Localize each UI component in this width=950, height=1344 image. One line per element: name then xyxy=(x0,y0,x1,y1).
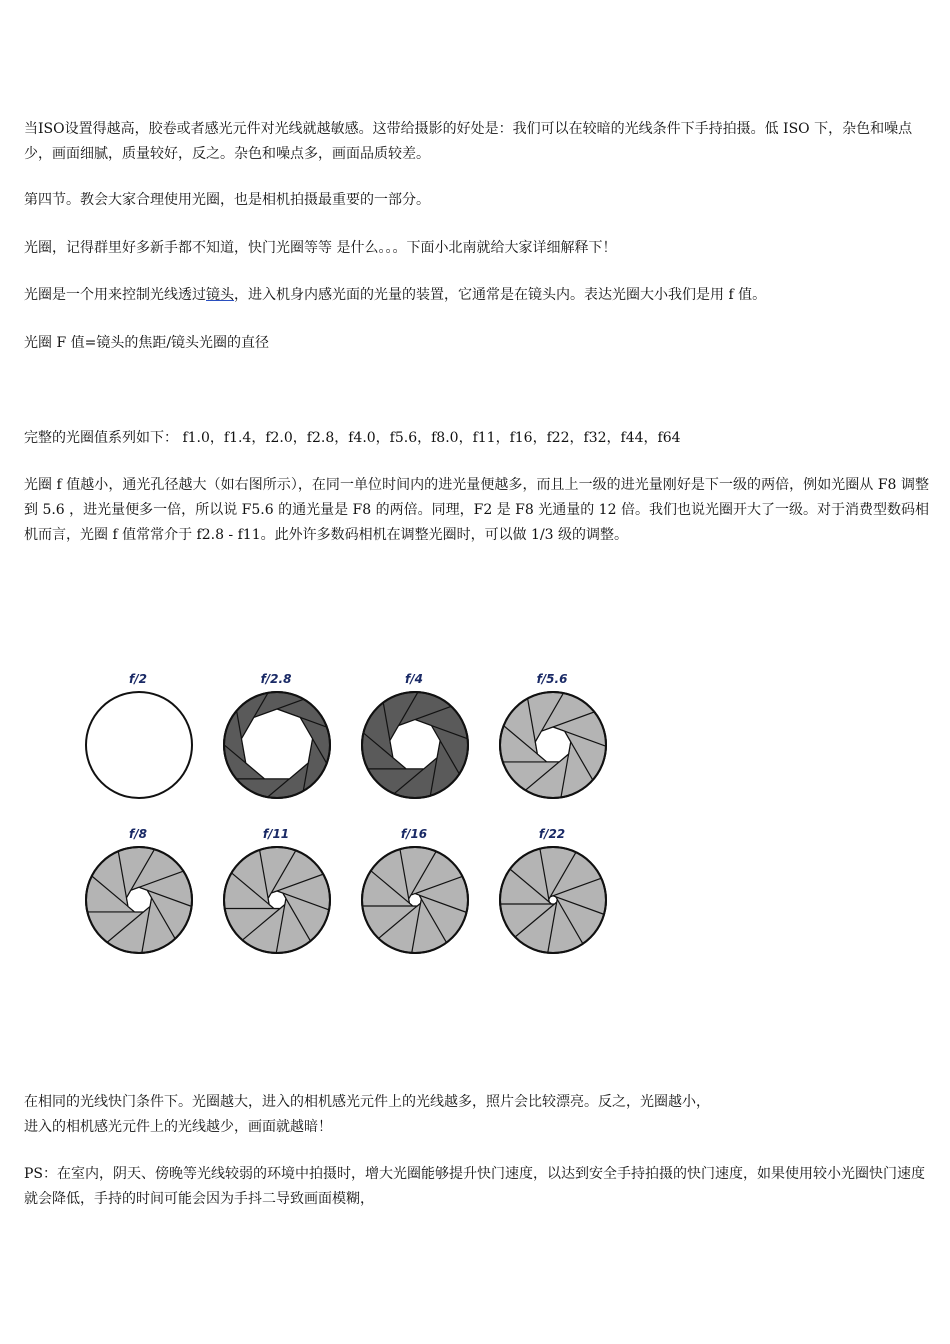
aperture-diagram xyxy=(78,672,618,972)
paragraph-explain: 光圈 f 值越小，通光孔径越大（如右图所示），在同一单位时间内的进光量便越多，而且上一级的进光量刚好是下一级的两倍，例如光圈从 F8 调整到 5.6 ，进光量便多一倍，所以说 F5.6 的通光量是 F8 的两倍。同理，F2 是 F8 光通量的 12 倍。我们也说光圈开大了一级。对于消费型数码相机而言，光圈 f 值常常介于 f2.8 - f11。此外许多数码相机在调整光圈时，可以做 1/3 级的调整。 xyxy=(24,477,929,543)
paragraph-brightness-1: 在相同的光线快门条件下。光圈越大，进入的相机感光元件上的光线越多，照片会比较漂亮。反之，光圈越小， xyxy=(24,1094,710,1110)
aperture-label: f/5.6 xyxy=(536,672,568,686)
aperture-icon xyxy=(82,843,196,957)
aperture-label: f/8 xyxy=(129,827,147,841)
lens-link[interactable]: 镜头 xyxy=(206,287,234,303)
paragraph-brightness-2: 进入的相机感光元件上的光线越少，画面就越暗！ xyxy=(24,1119,332,1135)
aperture-icon xyxy=(82,688,196,802)
aperture-label: f/11 xyxy=(262,827,290,841)
aperture-label: f/2 xyxy=(129,672,147,686)
definition-text-after: ，进入机身内感光面的光量的装置，它通常是在镜头内。表达光圈大小我们是用 f 值。 xyxy=(234,287,767,303)
aperture-icon xyxy=(358,688,472,802)
aperture-opening xyxy=(268,891,286,909)
aperture-opening xyxy=(409,894,422,906)
aperture-f8 xyxy=(78,827,198,967)
aperture-icon xyxy=(358,843,472,957)
aperture-f16 xyxy=(354,827,474,967)
aperture-label: f/4 xyxy=(405,672,423,686)
aperture-opening xyxy=(242,709,313,779)
aperture-f11 xyxy=(216,827,336,967)
aperture-f5.6 xyxy=(492,672,612,812)
aperture-label: f/2.8 xyxy=(260,672,292,686)
aperture-f4 xyxy=(354,672,474,812)
paragraph-iso: 当ISO设置得越高，胶卷或者感光元件对光线就越敏感。这带给摄影的好处是：我们可以在较暗的光线条件下手持拍摄。低 ISO 下，杂色和噪点少，画面细腻，质量较好，反之。杂色和噪点多，画面品质较差。 xyxy=(24,121,913,162)
aperture-icon xyxy=(496,688,610,802)
aperture-f2.8 xyxy=(216,672,336,812)
aperture-icon xyxy=(220,688,334,802)
aperture-icon xyxy=(220,843,334,957)
aperture-opening xyxy=(535,727,570,762)
aperture-label: f/16 xyxy=(400,827,428,841)
aperture-opening xyxy=(390,720,440,769)
aperture-icon xyxy=(496,843,610,957)
aperture-f22 xyxy=(492,827,612,967)
aperture-label: f/22 xyxy=(538,827,566,841)
paragraph-intro: 光圈，记得群里好多新手都不知道，快门光圈等等 是什么。。。下面小北南就给大家详细解释下！ xyxy=(24,240,617,256)
paragraph-formula: 光圈 F 值=镜头的焦距/镜头光圈的直径 xyxy=(24,335,270,351)
paragraph-section4: 第四节。教会大家合理使用光圈，也是相机拍摄最重要的一部分。 xyxy=(24,192,430,208)
aperture-ring xyxy=(86,692,192,798)
paragraph-definition xyxy=(24,283,929,308)
definition-text-before: 光圈是一个用来控制光线透过 xyxy=(24,287,206,303)
aperture-opening xyxy=(127,887,152,912)
aperture-f2 xyxy=(78,672,198,812)
paragraph-ps: PS：在室内，阴天、傍晚等光线较弱的环境中拍摄时，增大光圈能够提升快门速度，以达到安全手持拍摄的快门速度，如果使用较小光圈快门速度就会降低，手持的时间可能会因为手抖二导致画面模糊， xyxy=(24,1166,926,1207)
aperture-opening xyxy=(549,896,557,904)
paragraph-series: 完整的光圈值系列如下： f1.0，f1.4，f2.0，f2.8，f4.0，f5.6，f8.0，f11，f16，f22，f32，f44，f64 xyxy=(24,430,681,446)
